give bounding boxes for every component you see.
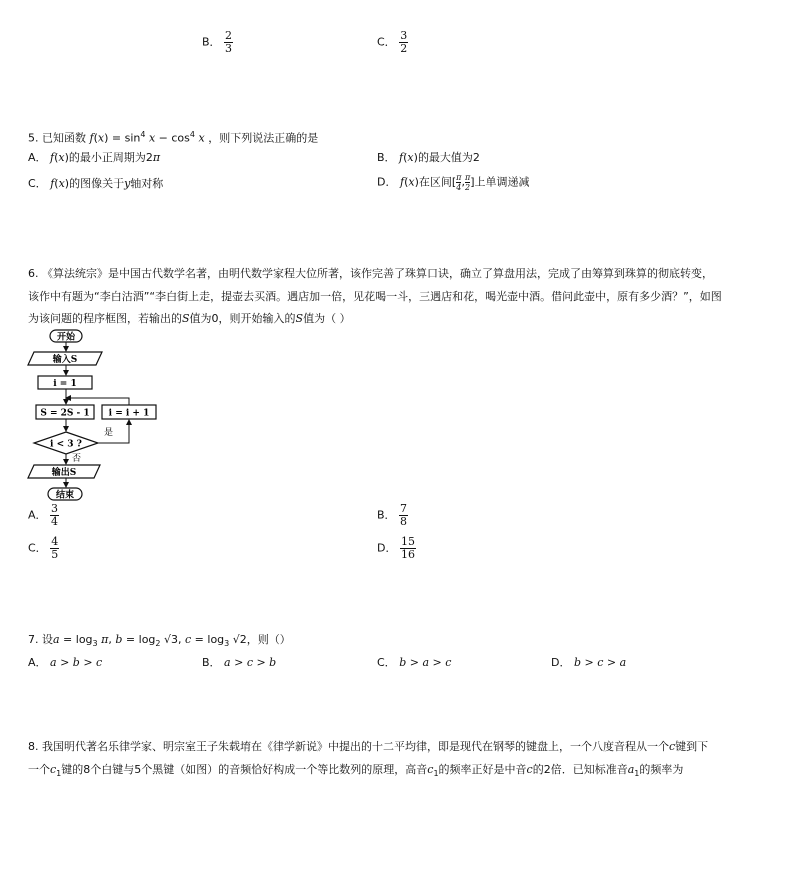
q5-option-d-text2: 上单调递减 (474, 175, 530, 189)
q8-line2e: 的频率为 (639, 763, 684, 776)
q5-option-d: D． f(x)在区间[ $\frac{\pi}{4}$ , $\frac{\pi}{2}$ ]上单调递减 (377, 173, 530, 192)
q5-option-d-letter: D． (377, 175, 397, 189)
q7-option-b-text: a > c > b (224, 656, 277, 669)
q4-option-b-fraction (224, 30, 233, 55)
q6-option-a-num: 3 (51, 502, 59, 515)
flow-output-label: 输出S (51, 468, 77, 478)
q7-option-c (377, 655, 451, 671)
q6-option-d-letter: D． (377, 541, 397, 555)
q6-option-c-letter: C． (28, 541, 47, 555)
q5-option-c: C． f(x)的图像关于y轴对称 (28, 177, 164, 190)
q5-option-a-letter: A． (28, 151, 47, 164)
q7-option-b (202, 655, 276, 671)
flow-input-label: 输入S (52, 355, 78, 365)
q4-option-b-den: 3 (225, 42, 233, 55)
flow-assign-label: S = 2S - 1 (40, 408, 90, 419)
q6-option-a-den: 4 (51, 515, 59, 528)
q4-option-c (377, 30, 408, 55)
q6-stem-line1: 6. 《算法统宗》是中国古代数学名著，由明代数学家程大位所著，该作完善了珠算口诀，确立了算盘用法，完成了由筹算到珠算的彻底转变， (28, 267, 713, 280)
q5-option-b: B． f(x)的最大值为2 (377, 151, 480, 164)
q5-stem: 5. 已知函数 $f(x) = \sin^4 x - \cos^4 x$ ，则下列说法正确的是 (28, 130, 319, 145)
q6-option-b-letter: B． (377, 508, 396, 522)
flow-incr-label: i = i + 1 (108, 408, 150, 419)
q5-option-c-text: 的图像关于 (69, 177, 125, 190)
q6-option-b-num: 7 (400, 502, 408, 515)
q7-formula: a (53, 633, 60, 646)
q5-option-b-text: 的最大值为2 (417, 151, 480, 164)
q8-stem-line2: 一个$c_1$键的8个白键与5个黑键（如图）的音频恰好构成一个等比数列的原理，高音$c_1$的频率正好是中音c的2倍．已知标准音$a_1$的频率为 (28, 763, 684, 779)
q4-option-c-num: 3 (400, 29, 408, 42)
q5-stem-prefix: 5. 已知函数 (28, 131, 86, 145)
flow-start-label: 开始 (56, 332, 76, 343)
q6-option-c-den: 5 (51, 548, 59, 561)
q4-option-c-fraction (399, 30, 408, 55)
q6-option-d-num: 15 (400, 535, 415, 548)
q6-stem-line3a: 为该问题的程序框图，若输出的 (28, 312, 182, 325)
q5-option-c-letter: C． (28, 177, 47, 190)
q8-line1a: 8. 我国明代著名乐律学家、明宗室王子朱载堉在《律学新说》中提出的十二平均律，即是现代在钢琴的键盘上，一个八度音程从一个 (28, 740, 669, 753)
q4-option-b-letter: B． (202, 35, 221, 49)
q8-line2c: 的频率正好是中音 (438, 763, 527, 776)
q8-line1b: 键到下 (675, 740, 709, 753)
q8-line2a: 一个 (28, 763, 50, 776)
q7-option-a-letter: A． (28, 656, 47, 669)
q4-option-b-num: 2 (225, 29, 233, 42)
q6-option-c (28, 536, 59, 561)
q7-option-a-text: a > b > c (50, 656, 103, 669)
q5-function-formula: f (89, 131, 94, 145)
flow-no-label: 否 (72, 454, 82, 464)
q5-option-a-text: 的最小正周期为2 (68, 151, 153, 164)
q5-option-c-text2: 轴对称 (130, 177, 164, 190)
q6-option-d-den: 16 (400, 548, 415, 561)
q5-option-a: A． f(x)的最小正周期为2π (28, 151, 161, 164)
q7-stem-suffix: ，则（） (246, 633, 291, 646)
q7-option-d (551, 655, 626, 671)
q7-stem-prefix: 7. 设 (28, 633, 53, 646)
q8-line2b: 键的8个白键与5个黑键（如图）的音频恰好构成一个等比数列的原理，高音 (61, 763, 428, 776)
q6-option-b (377, 503, 408, 528)
q6-flowchart (24, 327, 164, 503)
q6-option-a (28, 503, 59, 528)
q7-option-c-text: b > a > c (399, 656, 452, 669)
q5-stem-suffix: ，则下列说法正确的是 (208, 131, 319, 145)
q7-option-d-letter: D． (551, 656, 571, 669)
q5-option-b-letter: B． (377, 151, 396, 164)
q8-line2d: 的2倍．已知标准音 (532, 763, 628, 776)
q8-stem-line1: 8. 我国明代著名乐律学家、明宗室王子朱载堉在《律学新说》中提出的十二平均律，即是现代在钢琴的键盘上，一个八度音程从一个c键到下 (28, 740, 709, 753)
q5-option-d-text: 在区间 (418, 175, 452, 189)
q4-option-b (202, 30, 233, 55)
flow-yes-label: 是 (104, 428, 114, 438)
q6-stem-line3b: 值为0，则开始输入的 (189, 312, 296, 325)
q6-option-c-num: 4 (51, 535, 59, 548)
q7-option-b-letter: B． (202, 656, 221, 669)
q7-option-a (28, 655, 102, 671)
q7-stem: 7. 设$a = \log_3 \pi$, $b = \log_2 √3$, $c = \log_3 √2$，则（） (28, 633, 291, 649)
q4-option-c-letter: C． (377, 35, 396, 49)
q6-stem-line3c: 值为（ ） (303, 312, 351, 325)
q7-option-d-text: b > c > a (573, 656, 627, 669)
q6-stem-line2: 该作中有题为“李白沽酒”“李白街上走，提壶去买酒。遇店加一倍，见花喝一斗，三遇店和花，喝光壶中酒。借问此壶中，原有多少酒？”，如图 (28, 290, 722, 303)
flow-init-label: i = 1 (53, 379, 77, 389)
q6-option-b-den: 8 (400, 515, 408, 528)
q6-option-d (377, 536, 416, 561)
flow-cond-label: i < 3 ? (50, 439, 82, 450)
flow-end-label: 结束 (55, 490, 75, 501)
q4-option-c-den: 2 (400, 42, 408, 55)
q7-option-c-letter: C． (377, 656, 396, 669)
q6-option-a-letter: A． (28, 508, 47, 522)
q6-stem-line3: 为该问题的程序框图，若输出的S值为0，则开始输入的S值为（ ） (28, 312, 351, 325)
